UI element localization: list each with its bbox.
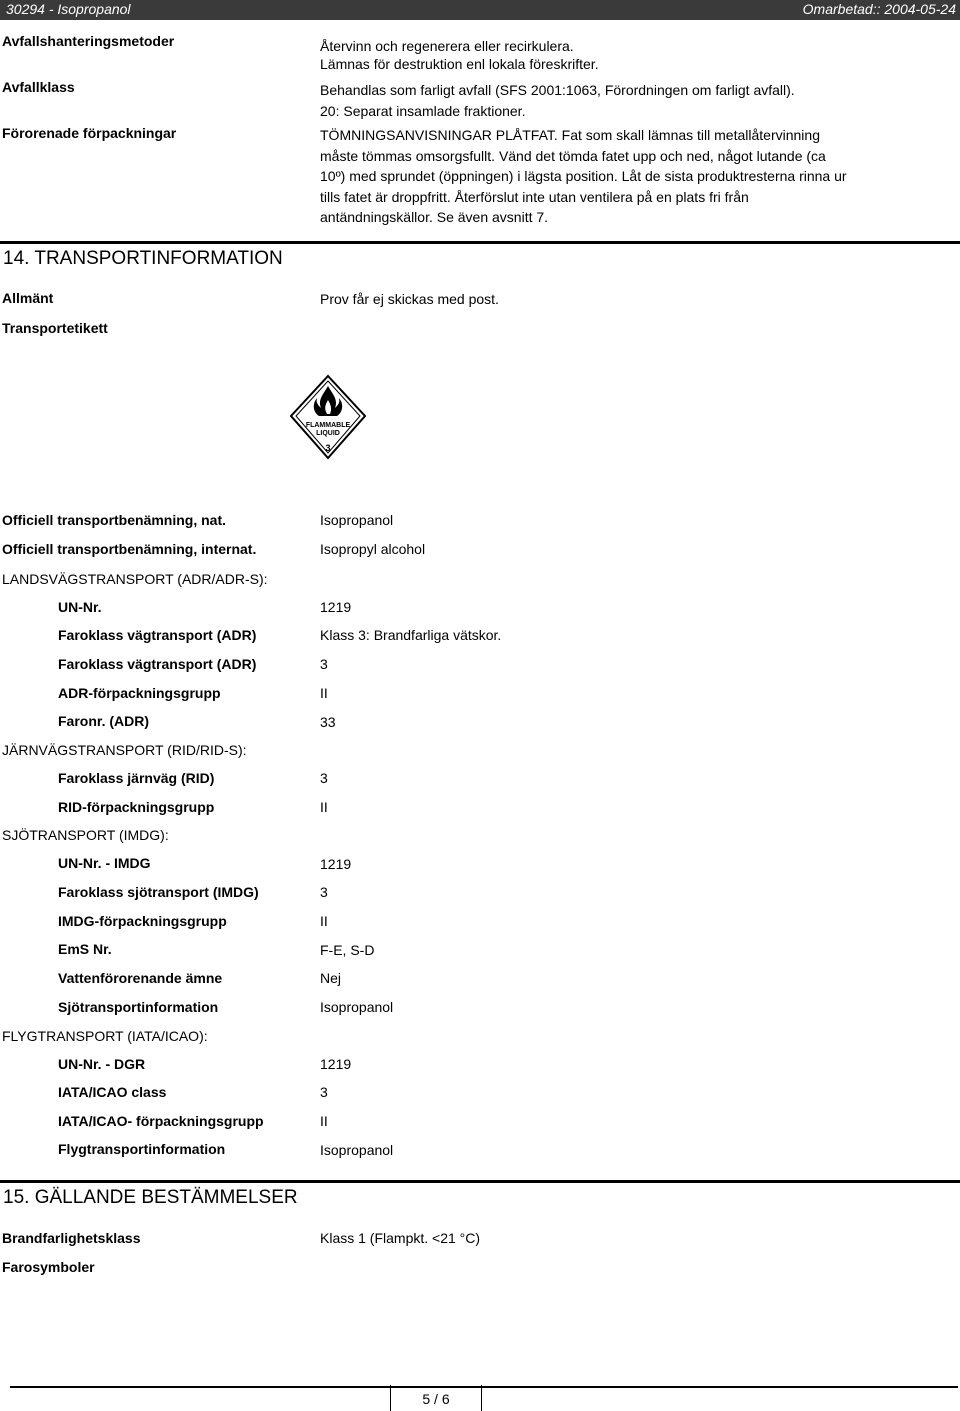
road-row-value: 33	[320, 714, 336, 730]
air-row-value: 1219	[320, 1056, 352, 1072]
shipping-name-nat-label: Officiell transportbenämning, nat.	[2, 512, 227, 528]
sea-row-label: UN-Nr. - IMDG	[58, 855, 151, 871]
air-transport-heading: FLYGTRANSPORT (IATA/ICAO):	[2, 1028, 208, 1044]
road-row-label: UN-Nr.	[58, 599, 102, 615]
flammable-liquid-pictogram	[288, 374, 368, 462]
text-line: 20: Separat insamlade fraktioner.	[320, 102, 526, 119]
road-row-value: 3	[320, 656, 328, 672]
road-row-label: Faroklass vägtransport (ADR)	[58, 627, 257, 643]
pictogram-text: LIQUID	[316, 430, 340, 437]
text-line: tills fatet är droppfritt. Återförslut inte utan ventilera på en plats fri från	[320, 188, 749, 205]
road-row-label: ADR-förpackningsgrupp	[58, 685, 221, 701]
sea-row-label: Sjötransportinformation	[58, 999, 219, 1015]
text-line: antändningskällor. Se även avsnitt 7.	[320, 209, 549, 226]
text-line: TÖMNINGSANVISNINGAR PLÅTFAT. Fat som skall lämnas till metallåtervinning	[320, 127, 820, 143]
sea-row-value: Isopropanol	[320, 999, 394, 1015]
road-row-value: 1219	[320, 599, 352, 615]
road-row-label: Faronr. (ADR)	[58, 713, 149, 729]
contaminated-packaging-text	[320, 125, 847, 228]
air-row-value: Isopropanol	[320, 1142, 394, 1158]
waste-class-label: Avfallklass	[2, 79, 75, 95]
text-line: måste tömmas omsorgsfullt. Vänd det tömda fatet upp och ned, något lutande (ca	[320, 147, 826, 164]
road-row-label: Faroklass vägtransport (ADR)	[58, 656, 257, 672]
sea-row-label: EmS Nr.	[58, 941, 112, 957]
sea-transport-heading: SJÖTRANSPORT (IMDG):	[2, 827, 169, 843]
general-label: Allmänt	[2, 290, 54, 306]
flammability-class-label: Brandfarlighetsklass	[2, 1230, 141, 1246]
sea-row-value: Nej	[320, 970, 342, 986]
text-line: 10º) med sprundet (öppningen) i lägsta position. Låt de sista produktresterna rinna ur	[320, 168, 847, 185]
sea-row-value: F-E, S-D	[320, 942, 375, 958]
road-transport-heading: LANDSVÄGSTRANSPORT (ADR/ADR-S):	[2, 571, 268, 587]
document-header-bar	[0, 0, 960, 20]
document-title: 30294 - Isopropanol	[6, 1, 131, 17]
section-divider	[0, 241, 960, 244]
air-row-value: II	[320, 1113, 328, 1129]
rail-row-label: Faroklass järnväg (RID)	[58, 770, 215, 786]
rail-row-value: 3	[320, 770, 328, 786]
disposal-methods-text	[320, 36, 599, 74]
road-row-value: II	[320, 685, 328, 701]
road-row-value: Klass 3: Brandfarliga vätskor.	[320, 627, 502, 643]
shipping-name-int-value: Isopropyl alcohol	[320, 541, 426, 557]
flammability-class-value: Klass 1 (Flampkt. <21 °C)	[320, 1230, 481, 1246]
page-number: 5 / 6	[422, 1391, 450, 1407]
rail-transport-heading: JÄRNVÄGSTRANSPORT (RID/RID-S):	[2, 742, 247, 758]
sea-row-label: Vattenförorenande ämne	[58, 970, 223, 986]
contaminated-packaging-label: Förorenade förpackningar	[2, 125, 177, 141]
air-row-value: 3	[320, 1084, 328, 1100]
air-row-label: Flygtransportinformation	[58, 1141, 226, 1157]
footer-rule	[10, 1386, 958, 1388]
text-line: Lämnas för destruktion enl lokala föreskrifter.	[320, 55, 599, 72]
sea-row-value: 1219	[320, 856, 352, 872]
text-line: Återvinn och regenerera eller recirkulera.	[320, 38, 574, 54]
shipping-name-nat-value: Isopropanol	[320, 512, 394, 528]
pictogram-text: FLAMMABLE	[305, 422, 351, 429]
transport-label-label: Transportetikett	[2, 320, 108, 336]
section-15-title: 15. GÄLLANDE BESTÄMMELSER	[3, 1187, 298, 1208]
section-divider	[0, 1180, 960, 1183]
air-row-label: IATA/ICAO- förpackningsgrupp	[58, 1113, 264, 1129]
sea-row-value: II	[320, 913, 328, 929]
air-row-label: IATA/ICAO class	[58, 1084, 167, 1100]
rail-row-label: RID-förpackningsgrupp	[58, 799, 215, 815]
pictogram-class-number: 3	[325, 443, 331, 453]
revision-date: Omarbetad:: 2004-05-24	[802, 1, 956, 17]
hazard-symbols-label: Farosymboler	[2, 1259, 95, 1275]
shipping-name-int-label: Officiell transportbenämning, internat.	[2, 541, 257, 557]
disposal-methods-label: Avfallshanteringsmetoder	[2, 33, 175, 49]
sea-row-label: Faroklass sjötransport (IMDG)	[58, 884, 259, 900]
general-value: Prov får ej skickas med post.	[320, 291, 499, 307]
air-row-label: UN-Nr. - DGR	[58, 1056, 146, 1072]
sea-row-value: 3	[320, 884, 328, 900]
waste-class-text	[320, 80, 795, 121]
sea-row-label: IMDG-förpackningsgrupp	[58, 913, 227, 929]
text-line: Behandlas som farligt avfall (SFS 2001:1063, Förordningen om farligt avfall).	[320, 82, 795, 98]
rail-row-value: II	[320, 799, 328, 815]
page-number-box	[390, 1385, 482, 1411]
section-14-title: 14. TRANSPORTINFORMATION	[3, 248, 283, 269]
